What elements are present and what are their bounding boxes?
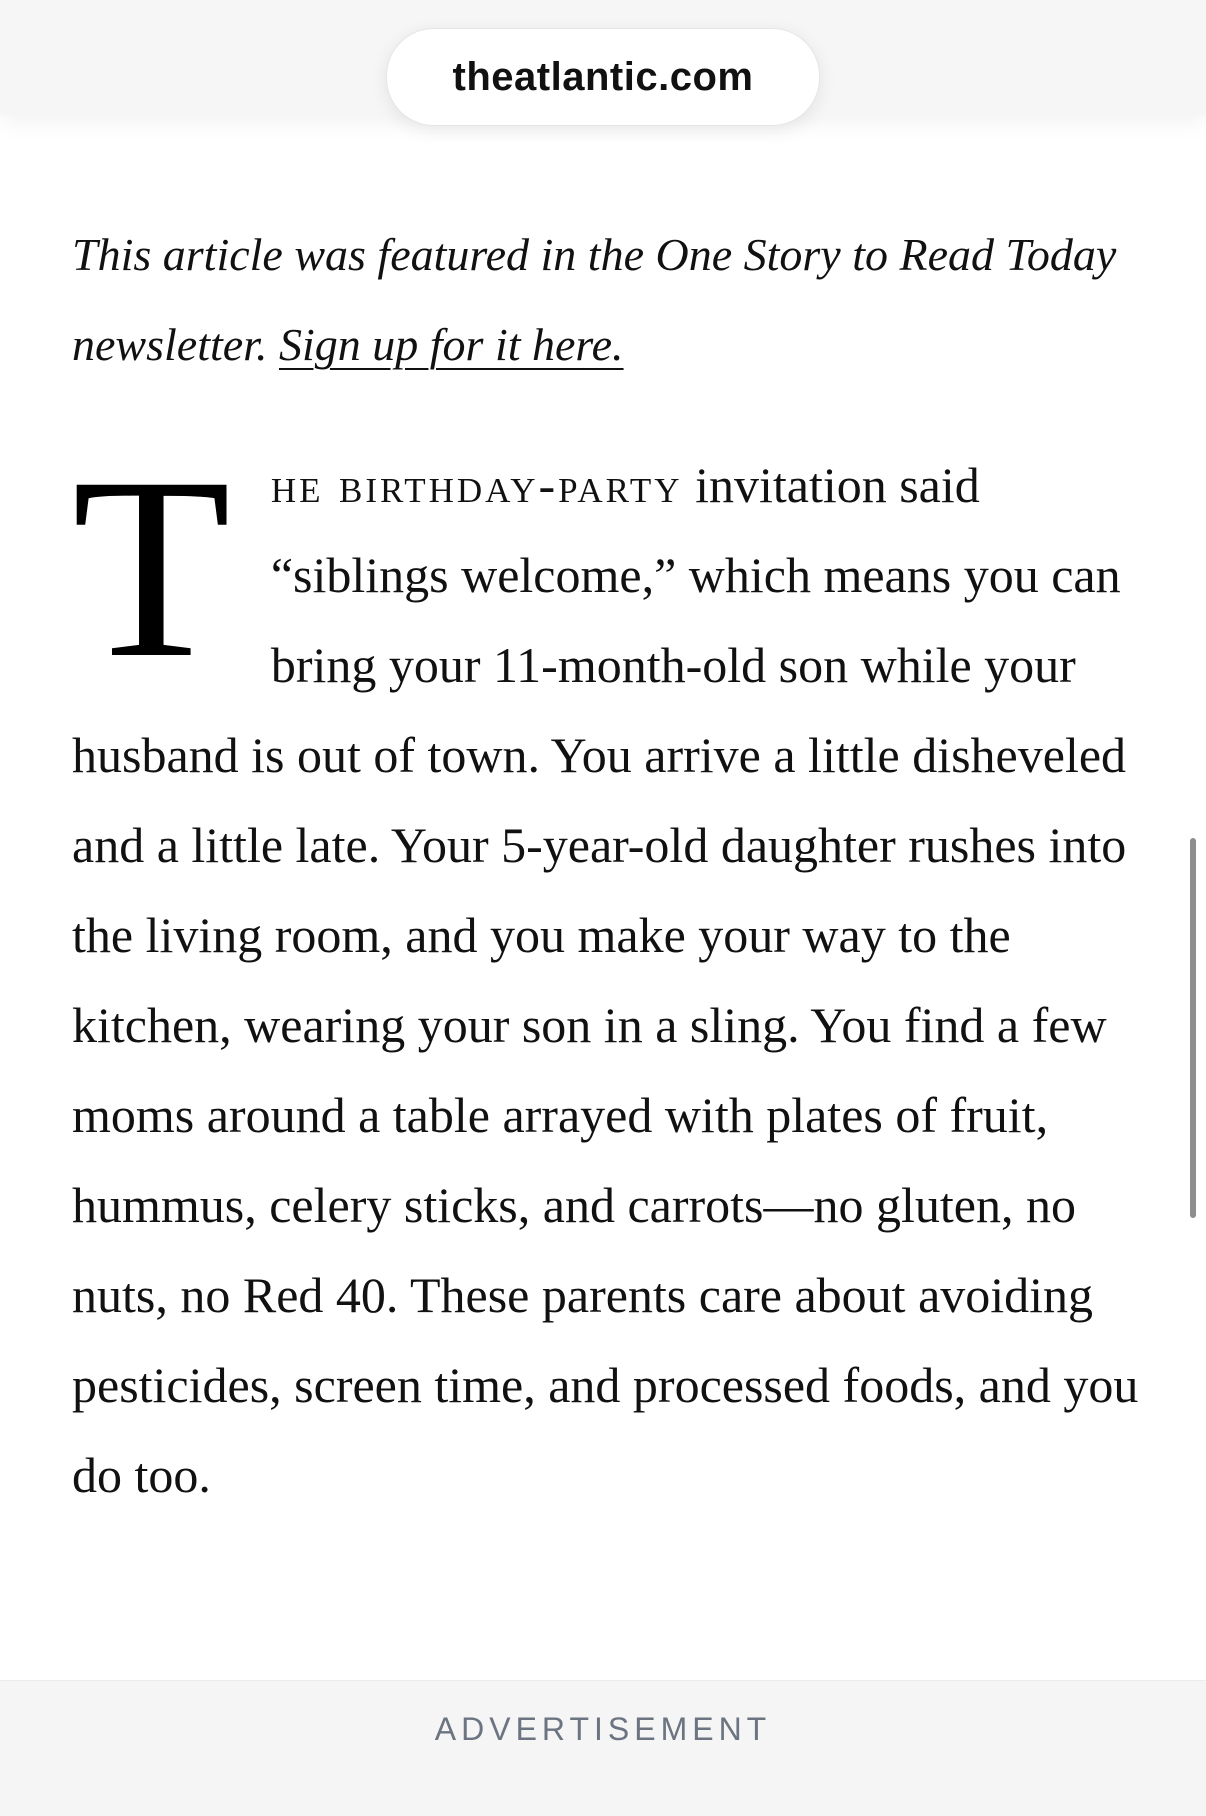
drop-cap: T bbox=[72, 424, 231, 712]
url-text: theatlantic.com bbox=[452, 54, 754, 99]
page-scrollbar[interactable] bbox=[1190, 838, 1196, 1218]
paragraph-text: invitation said “siblings welcome,” which means you can bring your 11-month-old son while your husband is out of town. You arrive a little disheveled and a little late. Your 5-year-old daughter rushes into the living room, and you make your way to the kitchen, wearing your son in a sling. You find a few moms around a table arrayed with plates of fruit, hummus, celery sticks, and carrots—no gluten, no nuts, no Red 40. These parents care about avoiding pesticides, screen time, and processed foods, and you do too. bbox=[72, 457, 1139, 1503]
newsletter-note-text: This article was featured in the One Story to Read Today newsletter. bbox=[72, 229, 1117, 370]
advertisement-bar bbox=[0, 1680, 1206, 1816]
article-body bbox=[72, 424, 1142, 1520]
newsletter-note bbox=[72, 210, 1142, 390]
article-content bbox=[72, 210, 1142, 1520]
address-bar[interactable] bbox=[386, 28, 820, 126]
advertisement-label: ADVERTISEMENT bbox=[434, 1711, 772, 1747]
lead-small-caps: he birthday-party bbox=[270, 457, 683, 513]
browser-top-bar bbox=[0, 0, 1206, 115]
newsletter-signup-link[interactable]: Sign up for it here. bbox=[278, 319, 624, 370]
